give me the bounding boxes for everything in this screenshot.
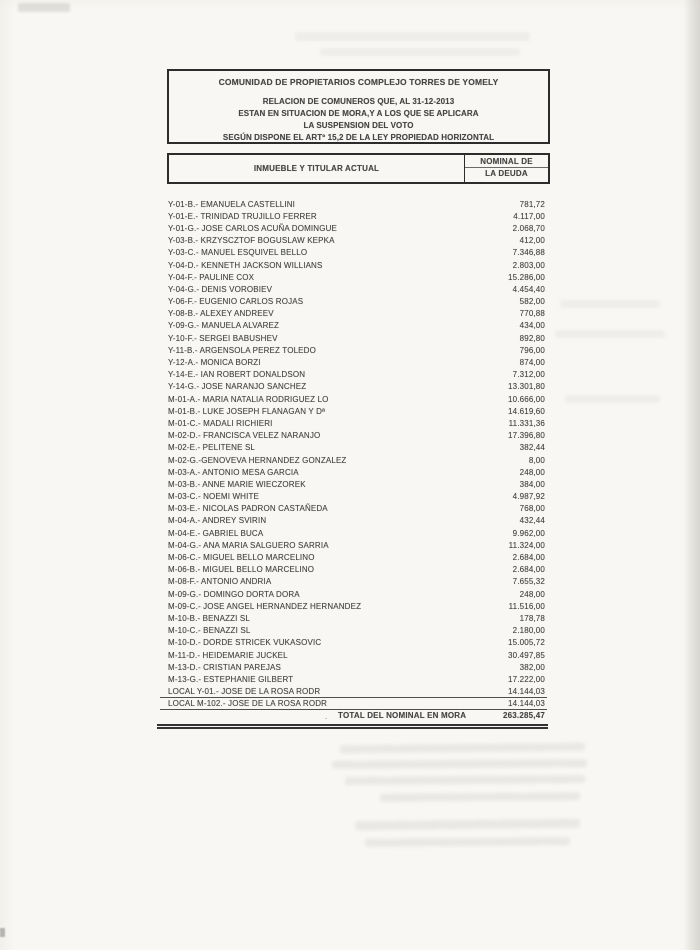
bleed-through-text-bottom-5 xyxy=(355,819,580,831)
row-deuda-value: 7.655,32 xyxy=(512,577,545,587)
table-row xyxy=(160,491,547,503)
column-header-inmueble: INMUEBLE Y TITULAR ACTUAL xyxy=(253,164,380,173)
row-inmueble-titular: M-08-F.- ANTONIO ANDRIA xyxy=(168,577,272,587)
row-deuda-value: 14.144,03 xyxy=(508,698,545,708)
scan-smudge-top-left xyxy=(18,3,70,12)
row-inmueble-titular: Y-04-D.- KENNETH JACKSON WILLIANS xyxy=(168,260,323,270)
row-inmueble-titular: Y-01-G.- JOSE CARLOS ACUÑA DOMINGUE xyxy=(168,223,337,233)
row-inmueble-titular: Y-03-B.- KRZYSCZTOF BOGUSLAW KEPKA xyxy=(168,236,335,246)
row-inmueble-titular: Y-14-E.- IAN ROBERT DONALDSON xyxy=(168,370,306,380)
row-deuda-value: 582,00 xyxy=(519,297,545,307)
row-deuda-value: 15.286,00 xyxy=(508,272,545,282)
bleed-through-text-bottom-2 xyxy=(332,759,587,769)
table-row xyxy=(160,320,547,332)
table-row xyxy=(160,332,547,344)
row-deuda-value: 2.684,00 xyxy=(512,565,545,575)
table-row xyxy=(160,661,547,673)
table-row xyxy=(160,466,547,478)
row-deuda-value: 781,72 xyxy=(519,199,545,209)
row-inmueble-titular: Y-14-G.- JOSE NARANJO SANCHEZ xyxy=(168,382,307,392)
row-deuda-value: 17.396,80 xyxy=(508,431,545,441)
row-inmueble-titular: M-01-B.- LUKE JOSEPH FLANAGAN Y Dª xyxy=(168,406,326,416)
row-inmueble-titular: M-11-D.- HEIDEMARIE JUCKEL xyxy=(168,650,288,660)
table-row xyxy=(160,527,547,539)
row-deuda-value: 11.331,36 xyxy=(508,418,545,428)
document-subtitle-line-3: LA SUSPENSION DEL VOTO xyxy=(303,121,414,130)
row-deuda-value: 412,00 xyxy=(519,236,545,246)
table-row xyxy=(160,637,547,649)
table-row xyxy=(160,686,547,698)
table-row xyxy=(160,247,547,259)
table-row xyxy=(160,405,547,417)
table-row xyxy=(160,698,547,710)
row-inmueble-titular: Y-06-F.- EUGENIO CARLOS ROJAS xyxy=(168,297,304,307)
table-row xyxy=(160,344,547,356)
row-deuda-value: 4.117,00 xyxy=(513,211,545,221)
row-inmueble-titular: M-04-A.- ANDREY SVIRIN xyxy=(168,516,267,526)
total-double-rule xyxy=(157,724,548,729)
table-row xyxy=(160,222,547,234)
total-row xyxy=(160,710,547,723)
row-inmueble-titular: M-03-A.- ANTONIO MESA GARCIA xyxy=(168,467,299,477)
row-inmueble-titular: Y-04-G.- DENIS VOROBIEV xyxy=(168,284,273,294)
row-deuda-value: 13.301,80 xyxy=(508,382,545,392)
row-deuda-value: 14.144,03 xyxy=(508,686,545,696)
table-row xyxy=(160,235,547,247)
table-row xyxy=(160,576,547,588)
row-deuda-value: 248,00 xyxy=(519,467,545,477)
row-inmueble-titular: Y-10-F.- SERGEI BABUSHEV xyxy=(168,333,278,343)
row-inmueble-titular: M-10-C.- BENAZZI SL xyxy=(168,626,251,636)
row-deuda-value: 432,44 xyxy=(519,516,545,526)
table-row xyxy=(160,430,547,442)
row-deuda-value: 384,00 xyxy=(519,479,545,489)
table-header xyxy=(167,153,550,184)
row-deuda-value: 2.803,00 xyxy=(512,260,545,270)
row-inmueble-titular: M-10-B.- BENAZZI SL xyxy=(168,613,250,623)
table-row xyxy=(160,442,547,454)
row-deuda-value: 382,44 xyxy=(519,443,545,453)
bleed-through-text-mid-3 xyxy=(565,395,660,403)
table-row xyxy=(160,296,547,308)
row-inmueble-titular: Y-12-A.- MONICA BORZI xyxy=(168,358,261,368)
row-deuda-value: 17.222,00 xyxy=(508,674,545,684)
row-deuda-value: 178,78 xyxy=(519,613,545,623)
row-deuda-value: 770,88 xyxy=(519,309,545,319)
table-row xyxy=(160,259,547,271)
table-row xyxy=(160,625,547,637)
row-inmueble-titular: M-03-E.- NICOLAS PADRON CASTAÑEDA xyxy=(168,504,328,514)
row-inmueble-titular: M-10-D.- DORDE STRICEK VUKASOVIC xyxy=(168,638,322,648)
table-row xyxy=(160,308,547,320)
row-deuda-value: 248,00 xyxy=(519,589,545,599)
table-row xyxy=(160,210,547,222)
table-row xyxy=(160,198,547,210)
row-inmueble-titular: M-01-C.- MADALI RICHIERI xyxy=(168,418,273,428)
table-row xyxy=(160,673,547,685)
table-body xyxy=(160,198,547,710)
row-deuda-value: 434,00 xyxy=(519,321,545,331)
bleed-through-text-bottom-1 xyxy=(340,743,585,754)
row-deuda-value: 8,00 xyxy=(528,455,545,465)
row-deuda-value: 7.346,88 xyxy=(512,248,545,258)
row-inmueble-titular: M-02-G.-GENOVEVA HERNANDEZ GONZALEZ xyxy=(168,455,347,465)
row-deuda-value: 30.497,85 xyxy=(508,650,545,660)
column-header-nominal-line2: LA DEUDA xyxy=(485,169,528,178)
document-title: COMUNIDAD DE PROPIETARIOS COMPLEJO TORRES DE YOMELY xyxy=(218,77,499,87)
row-deuda-value: 9.962,00 xyxy=(512,528,545,538)
row-deuda-value: 2.180,00 xyxy=(512,626,545,636)
row-inmueble-titular: LOCAL Y-01.- JOSE DE LA ROSA RODR xyxy=(168,686,321,696)
document-title-box xyxy=(167,69,550,144)
row-inmueble-titular: M-04-E.- GABRIEL BUCA xyxy=(168,528,264,538)
bleed-through-text-top-2 xyxy=(320,48,520,56)
row-inmueble-titular: M-13-G.- ESTEPHANIE GILBERT xyxy=(168,674,294,684)
table-row xyxy=(160,515,547,527)
row-deuda-value: 768,00 xyxy=(519,504,545,514)
table-row xyxy=(160,478,547,490)
row-deuda-value: 874,00 xyxy=(519,358,545,368)
table-row xyxy=(160,417,547,429)
row-inmueble-titular: M-03-C.- NOEMI WHITE xyxy=(168,492,259,502)
column-header-nominal xyxy=(464,155,548,182)
column-header-nominal-line1: NOMINAL DE xyxy=(465,155,548,168)
row-inmueble-titular: M-09-C.- JOSE ANGEL HERNANDEZ HERNANDEZ xyxy=(168,601,362,611)
table-row xyxy=(160,381,547,393)
bleed-through-text-mid-2 xyxy=(555,330,665,338)
table-row xyxy=(160,283,547,295)
row-deuda-value: 2.684,00 xyxy=(512,553,545,563)
table-row xyxy=(160,551,547,563)
table-row xyxy=(160,600,547,612)
row-inmueble-titular: Y-03-C.- MANUEL ESQUIVEL BELLO xyxy=(168,248,308,258)
total-label: TOTAL DEL NOMINAL EN MORA xyxy=(338,711,467,720)
row-deuda-value: 796,00 xyxy=(519,345,545,355)
row-deuda-value: 382,00 xyxy=(519,662,545,672)
row-inmueble-titular: M-04-G.- ANA MARIA SALGUERO SARRIA xyxy=(168,540,329,550)
row-inmueble-titular: M-02-E.- PELITENE SL xyxy=(168,443,256,453)
row-deuda-value: 4.987,92 xyxy=(512,492,545,502)
total-value: 263.285,47 xyxy=(502,711,545,720)
bleed-through-text-bottom-3 xyxy=(345,775,585,785)
scan-dot-artifact: . xyxy=(325,712,328,721)
table-row xyxy=(160,588,547,600)
row-inmueble-titular: M-09-G.- DOMINGO DORTA DORA xyxy=(168,589,300,599)
row-inmueble-titular: LOCAL M-102.- JOSE DE LA ROSA RODR xyxy=(168,698,328,708)
row-inmueble-titular: M-03-B.- ANNE MARIE WIECZOREK xyxy=(168,479,306,489)
row-deuda-value: 11.516,00 xyxy=(508,601,545,611)
bleed-through-text-mid-1 xyxy=(560,300,660,308)
row-inmueble-titular: Y-08-B.- ALEXEY ANDREEV xyxy=(168,309,274,319)
bleed-through-text-top-1 xyxy=(295,32,530,41)
row-deuda-value: 14.619,60 xyxy=(508,406,545,416)
table-row xyxy=(160,454,547,466)
table-row xyxy=(160,649,547,661)
bleed-through-text-bottom-4 xyxy=(380,792,580,801)
row-inmueble-titular: Y-04-F.- PAULINE COX xyxy=(168,272,255,282)
document-subtitle-line-4: SEGÚN DISPONE EL ARTº 15,2 DE LA LEY PROPIEDAD HORIZONTAL xyxy=(222,133,495,142)
table-row xyxy=(160,393,547,405)
scan-mark-bottom-left xyxy=(0,928,5,937)
row-inmueble-titular: M-02-D.- FRANCISCA VELEZ NARANJO xyxy=(168,431,321,441)
row-inmueble-titular: Y-01-E.- TRINIDAD TRUJILLO FERRER xyxy=(168,211,317,221)
row-inmueble-titular: M-06-B.- MIGUEL BELLO MARCELINO xyxy=(168,565,315,575)
row-deuda-value: 10.666,00 xyxy=(508,394,545,404)
table-row xyxy=(160,503,547,515)
row-deuda-value: 7.312,00 xyxy=(512,370,545,380)
row-deuda-value: 892,80 xyxy=(519,333,545,343)
table-row xyxy=(160,612,547,624)
row-inmueble-titular: M-06-C.- MIGUEL BELLO MARCELINO xyxy=(168,553,315,563)
row-inmueble-titular: Y-01-B.- EMANUELA CASTELLINI xyxy=(168,199,296,209)
table-row xyxy=(160,564,547,576)
table-row xyxy=(160,369,547,381)
scan-edge-shadow xyxy=(684,0,700,950)
row-deuda-value: 15.005,72 xyxy=(508,638,545,648)
document-subtitle-line-1: RELACION DE COMUNEROS QUE, AL 31-12-2013 xyxy=(262,97,455,106)
row-inmueble-titular: Y-11-B.- ARGENSOLA PEREZ TOLEDO xyxy=(168,345,316,355)
row-deuda-value: 4.454,40 xyxy=(512,284,545,294)
row-inmueble-titular: Y-09-G.- MANUELA ALVAREZ xyxy=(168,321,280,331)
table-row xyxy=(160,356,547,368)
table-row xyxy=(160,539,547,551)
row-inmueble-titular: M-01-A.- MARIA NATALIA RODRIGUEZ LO xyxy=(168,394,329,404)
row-inmueble-titular: M-13-D.- CRISTIAN PAREJAS xyxy=(168,662,281,672)
bleed-through-text-bottom-6 xyxy=(365,837,570,847)
table-row xyxy=(160,271,547,283)
document-subtitle-line-2: ESTAN EN SITUACION DE MORA,Y A LOS QUE SE APLICARA xyxy=(238,109,479,118)
row-deuda-value: 11.324,00 xyxy=(508,540,545,550)
row-deuda-value: 2.068,70 xyxy=(512,223,545,233)
